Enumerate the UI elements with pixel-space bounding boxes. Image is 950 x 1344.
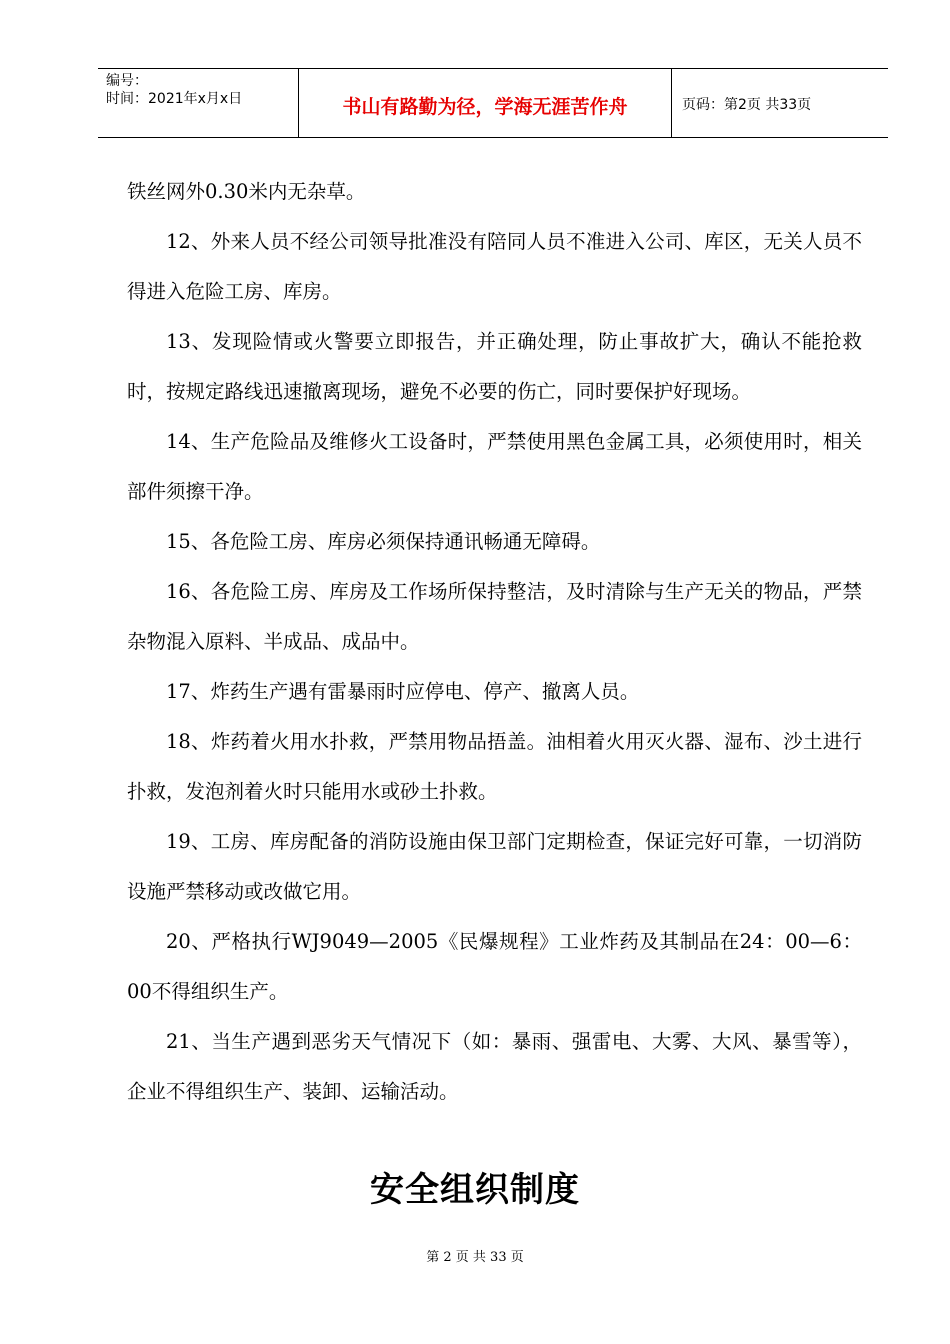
paragraph: 15、各危险工房、库房必须保持通讯畅通无障碍。 bbox=[166, 530, 601, 553]
paragraph: 13、发现险情或火警要立即报告，并正确处理，防止事故扩大，确认不能抢救时，按规定路线迅速撤离现场，避免不必要的伤亡，同时要保护好现场。 bbox=[127, 330, 862, 403]
paragraph: 铁丝网外0.30米内无杂草。 bbox=[127, 180, 366, 203]
page-footer: 第 2 页 共 33 页 bbox=[426, 1250, 524, 1265]
paragraph: 19、工房、库房配备的消防设施由保卫部门定期检查，保证完好可靠，一切消防设施严禁移动或改做它用。 bbox=[127, 830, 862, 903]
paragraph: 12、外来人员不经公司领导批准没有陪同人员不准进入公司、库区，无关人员不得进入危险工房、库房。 bbox=[127, 230, 862, 303]
time-label: 时间：2021年x月x日 bbox=[106, 91, 243, 107]
header-page-info: 页码：第2页 共33页 bbox=[682, 97, 812, 113]
paragraph: 16、各危险工房、库房及工作场所保持整洁，及时清除与生产无关的物品，严禁杂物混入原料、半成品、成品中。 bbox=[127, 580, 862, 653]
paragraph: 18、炸药着火用水扑救，严禁用物品捂盖。油相着火用灭火器、湿布、沙土进行扑救，发泡剂着火时只能用水或砂土扑救。 bbox=[127, 730, 862, 803]
page-header bbox=[98, 68, 888, 138]
body-text bbox=[127, 167, 862, 1117]
serial-number-label: 编号： bbox=[106, 73, 148, 89]
paragraph: 21、当生产遇到恶劣天气情况下（如：暴雨、强雷电、大雾、大风、暴雪等），企业不得组织生产、装卸、运输活动。 bbox=[127, 1030, 862, 1103]
header-meta bbox=[98, 69, 299, 137]
paragraph: 20、严格执行WJ9049—2005《民爆规程》工业炸药及其制品在24：00—6：00不得组织生产。 bbox=[127, 930, 862, 1003]
header-motto: 书山有路勤为径，学海无涯苦作舟 bbox=[299, 69, 672, 137]
paragraph: 17、炸药生产遇有雷暴雨时应停电、停产、撤离人员。 bbox=[166, 680, 640, 703]
section-title: 安全组织制度 bbox=[370, 1170, 580, 1210]
paragraph: 14、生产危险品及维修火工设备时，严禁使用黑色金属工具，必须使用时，相关部件须擦干净。 bbox=[127, 430, 862, 503]
